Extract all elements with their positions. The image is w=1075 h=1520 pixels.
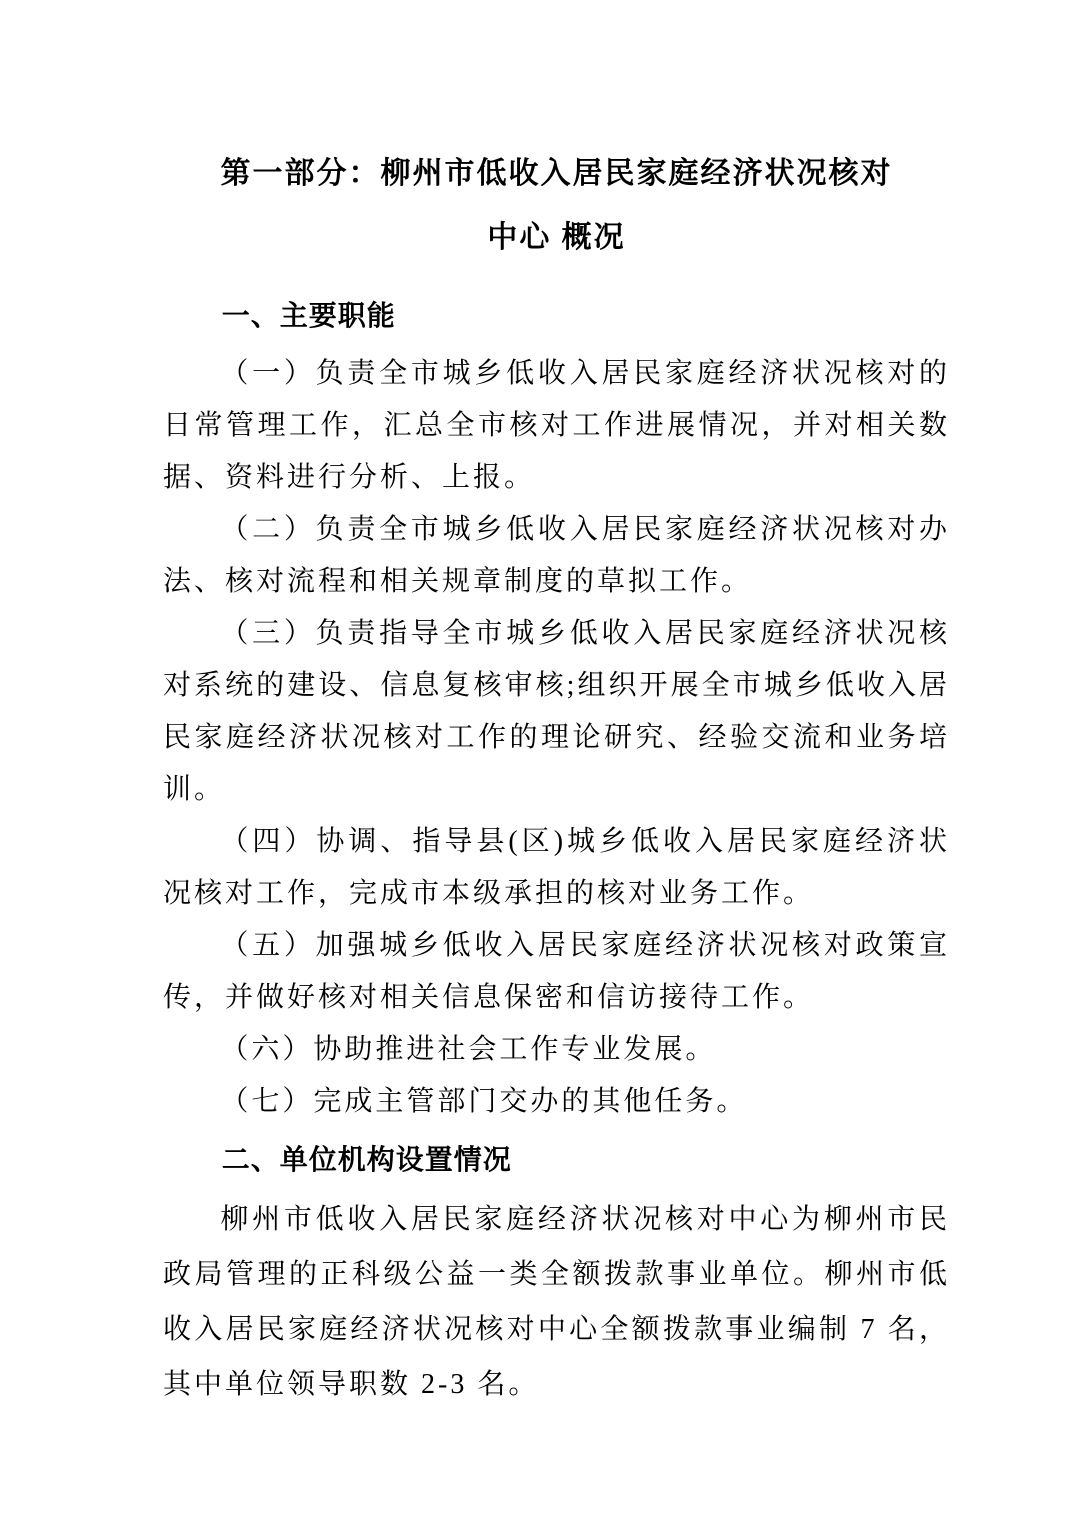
paragraph-item-6: （六）协助推进社会工作专业发展。: [220, 1034, 717, 1066]
paragraph-item-3: （三）负责指导全市城乡低收入居民家庭经济状况核对系统的建设、信息复核审核;组织开展全市城乡低收入居民家庭经济状况核对工作的理论研究、经验交流和业务培训。: [163, 618, 950, 806]
paragraph-organization: 柳州市低收入居民家庭经济状况核对中心为柳州市民政局管理的正科级公益一类全额拨款事业单位。柳州市低收入居民家庭经济状况核对中心全额拨款事业编制 7 名，其中单位领导职数 2-3 名。: [163, 1204, 950, 1401]
section-1-heading: 一、主要职能: [221, 300, 396, 332]
document-title-line-1: 第一部分：柳州市低收入居民家庭经济状况核对: [220, 157, 893, 191]
paragraph-item-4: （四）协调、指导县(区)城乡低收入居民家庭经济状况核对工作，完成市本级承担的核对业务工作。: [163, 826, 950, 910]
section-2-heading: 二、单位机构设置情况: [221, 1144, 512, 1176]
section-organization-setup: [163, 1134, 950, 1412]
paragraph-item-7: （七）完成主管部门交办的其他任务。: [220, 1086, 748, 1118]
paragraph-item-1: （一）负责全市城乡低收入居民家庭经济状况核对的日常管理工作，汇总全市核对工作进展情况，并对相关数据、资料进行分析、上报。: [163, 358, 950, 494]
paragraph-item-2: （二）负责全市城乡低收入居民家庭经济状况核对办法、核对流程和相关规章制度的草拟工作。: [163, 514, 950, 598]
paragraph-item-5: （五）加强城乡低收入居民家庭经济状况核对政策宣传，并做好核对相关信息保密和信访接待工作。: [163, 930, 950, 1014]
document-title-line-2: 中心 概况: [487, 221, 626, 255]
section-main-functions: [163, 290, 950, 1128]
document-title: [163, 142, 950, 270]
